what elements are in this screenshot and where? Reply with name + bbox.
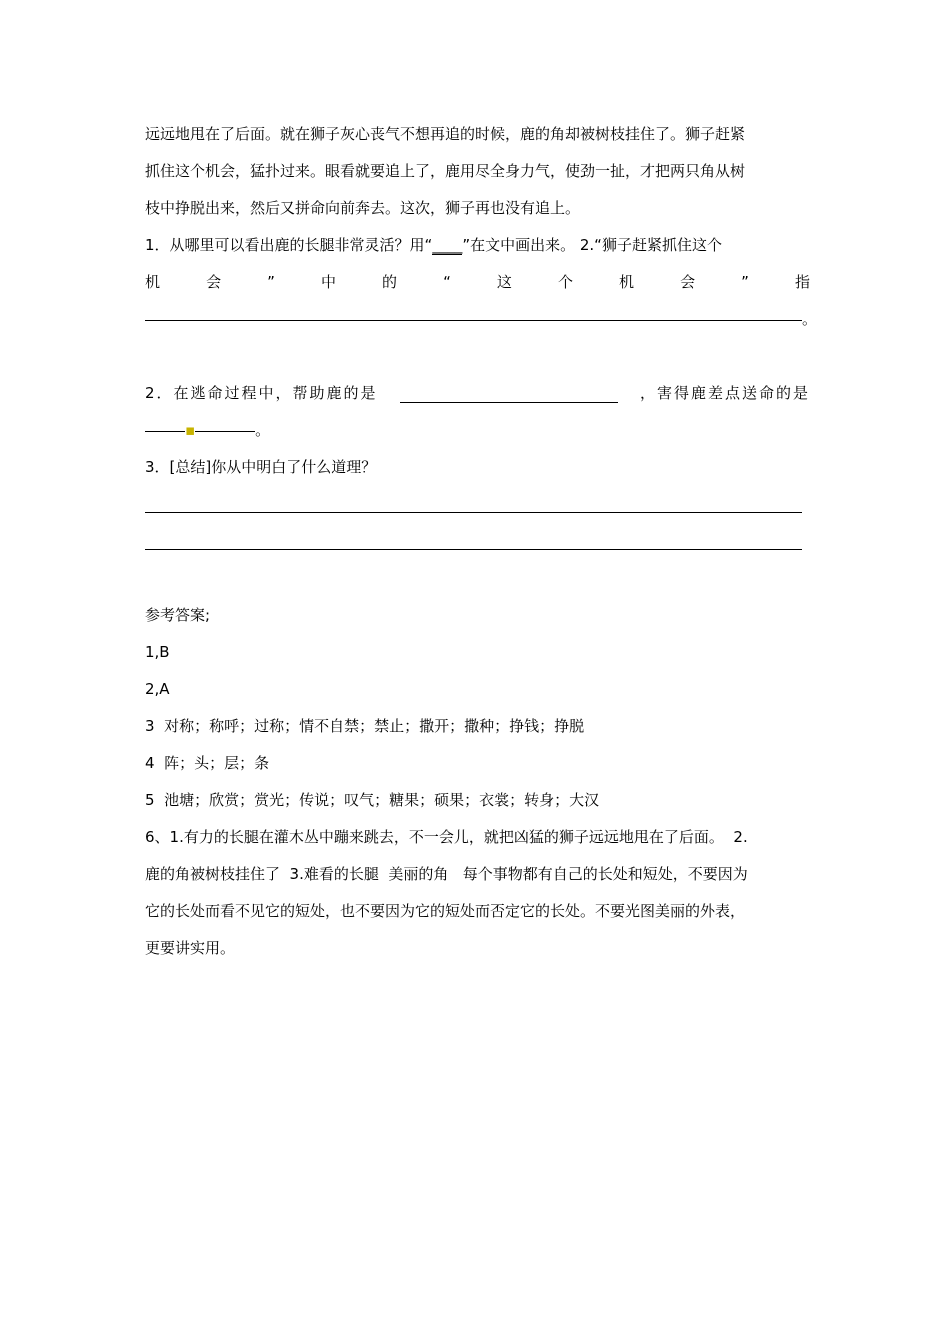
- question-1: [145, 227, 810, 264]
- spread-char: 机: [145, 273, 161, 291]
- question-3-answer-line-2[interactable]: [145, 523, 810, 560]
- question-1-end: 。: [802, 310, 818, 328]
- passage-line-3: 枝中挣脱出来，然后又拼命向前奔去。这次，狮子再也没有追上。: [145, 199, 581, 217]
- question-2-suffix: ，害得鹿差点送命的是: [639, 384, 810, 402]
- answer-6-line-3: 它的长处而看不见它的短处，也不要因为它的短处而否定它的长处。不要光图美丽的外表，: [145, 902, 746, 920]
- answer-6-line-2: 鹿的角被树枝挂住了 3.难看的长腿 美丽的角 每个事物都有自己的长处和短处，不要因为: [145, 865, 748, 883]
- spread-char: 这: [496, 273, 512, 291]
- question-2-blank-2a[interactable]: [145, 430, 185, 432]
- document-page: [145, 116, 818, 967]
- spread-char: 机: [619, 273, 635, 291]
- spacer: [145, 560, 810, 597]
- question-2: [145, 375, 810, 412]
- answer-6-line-1: 6、1.有力的长腿在灌木丛中蹦来跳去，不一会儿，就把凶猛的狮子远远地甩在了后面。 2.: [145, 828, 748, 846]
- spacer: [145, 338, 810, 375]
- question-2-blank-1[interactable]: [400, 401, 618, 403]
- passage-line-2: 抓住这个机会，猛扑过来。眼看就要追上了，鹿用尽全身力气，使劲一扯，才把两只角从树: [145, 162, 746, 180]
- question-2-continued: [145, 412, 810, 449]
- spread-char: 个: [557, 273, 573, 291]
- answers-heading: 参考答案;: [145, 606, 211, 624]
- answer-2: 2,A: [145, 680, 170, 698]
- question-1-blank[interactable]: ____: [432, 236, 463, 254]
- answer-rule: [145, 319, 802, 321]
- marker-dot-icon: ▪: [185, 421, 196, 439]
- spread-char: 会: [206, 273, 222, 291]
- question-3-answer-line-1[interactable]: [145, 486, 810, 523]
- question-1-suffix: ”在文中画出来。 2.“狮子赶紧抓住这个: [462, 236, 722, 254]
- question-1-continued: [145, 264, 810, 301]
- spread-char: 指: [794, 273, 810, 291]
- passage-line-1: 远远地甩在了后面。就在狮子灰心丧气不想再追的时候，鹿的角却被树枝挂住了。狮子赶紧: [145, 125, 746, 143]
- question-2-prefix: 2．在逃命过程中，帮助鹿的是: [145, 384, 378, 402]
- spread-char: 中: [320, 273, 336, 291]
- answer-6-line-4: 更要讲实用。: [145, 939, 236, 957]
- question-3: 3．[总结]你从中明白了什么道理？: [145, 458, 377, 476]
- question-1-prefix: 1．从哪里可以看出鹿的长腿非常灵活？用“: [145, 236, 433, 254]
- spread-char: “: [443, 273, 451, 291]
- spread-char: 的: [382, 273, 398, 291]
- answer-4: 4 阵；头；层；条: [145, 754, 270, 772]
- answer-5: 5 池塘；欣赏；赏光；传说；叹气；糖果；硕果；衣裳；转身；大汉: [145, 791, 600, 809]
- question-2-blank-2b[interactable]: [195, 430, 255, 432]
- answer-1: 1,B: [145, 643, 170, 661]
- spread-char: 会: [680, 273, 696, 291]
- spread-char: ”: [741, 273, 749, 291]
- spread-char: ”: [267, 273, 275, 291]
- question-1-answer-line[interactable]: [145, 301, 818, 338]
- answer-3: 3 对称；称呼；过称；情不自禁；禁止；撒开；撒种；挣钱；挣脱: [145, 717, 585, 735]
- question-2-end: 。: [255, 421, 271, 439]
